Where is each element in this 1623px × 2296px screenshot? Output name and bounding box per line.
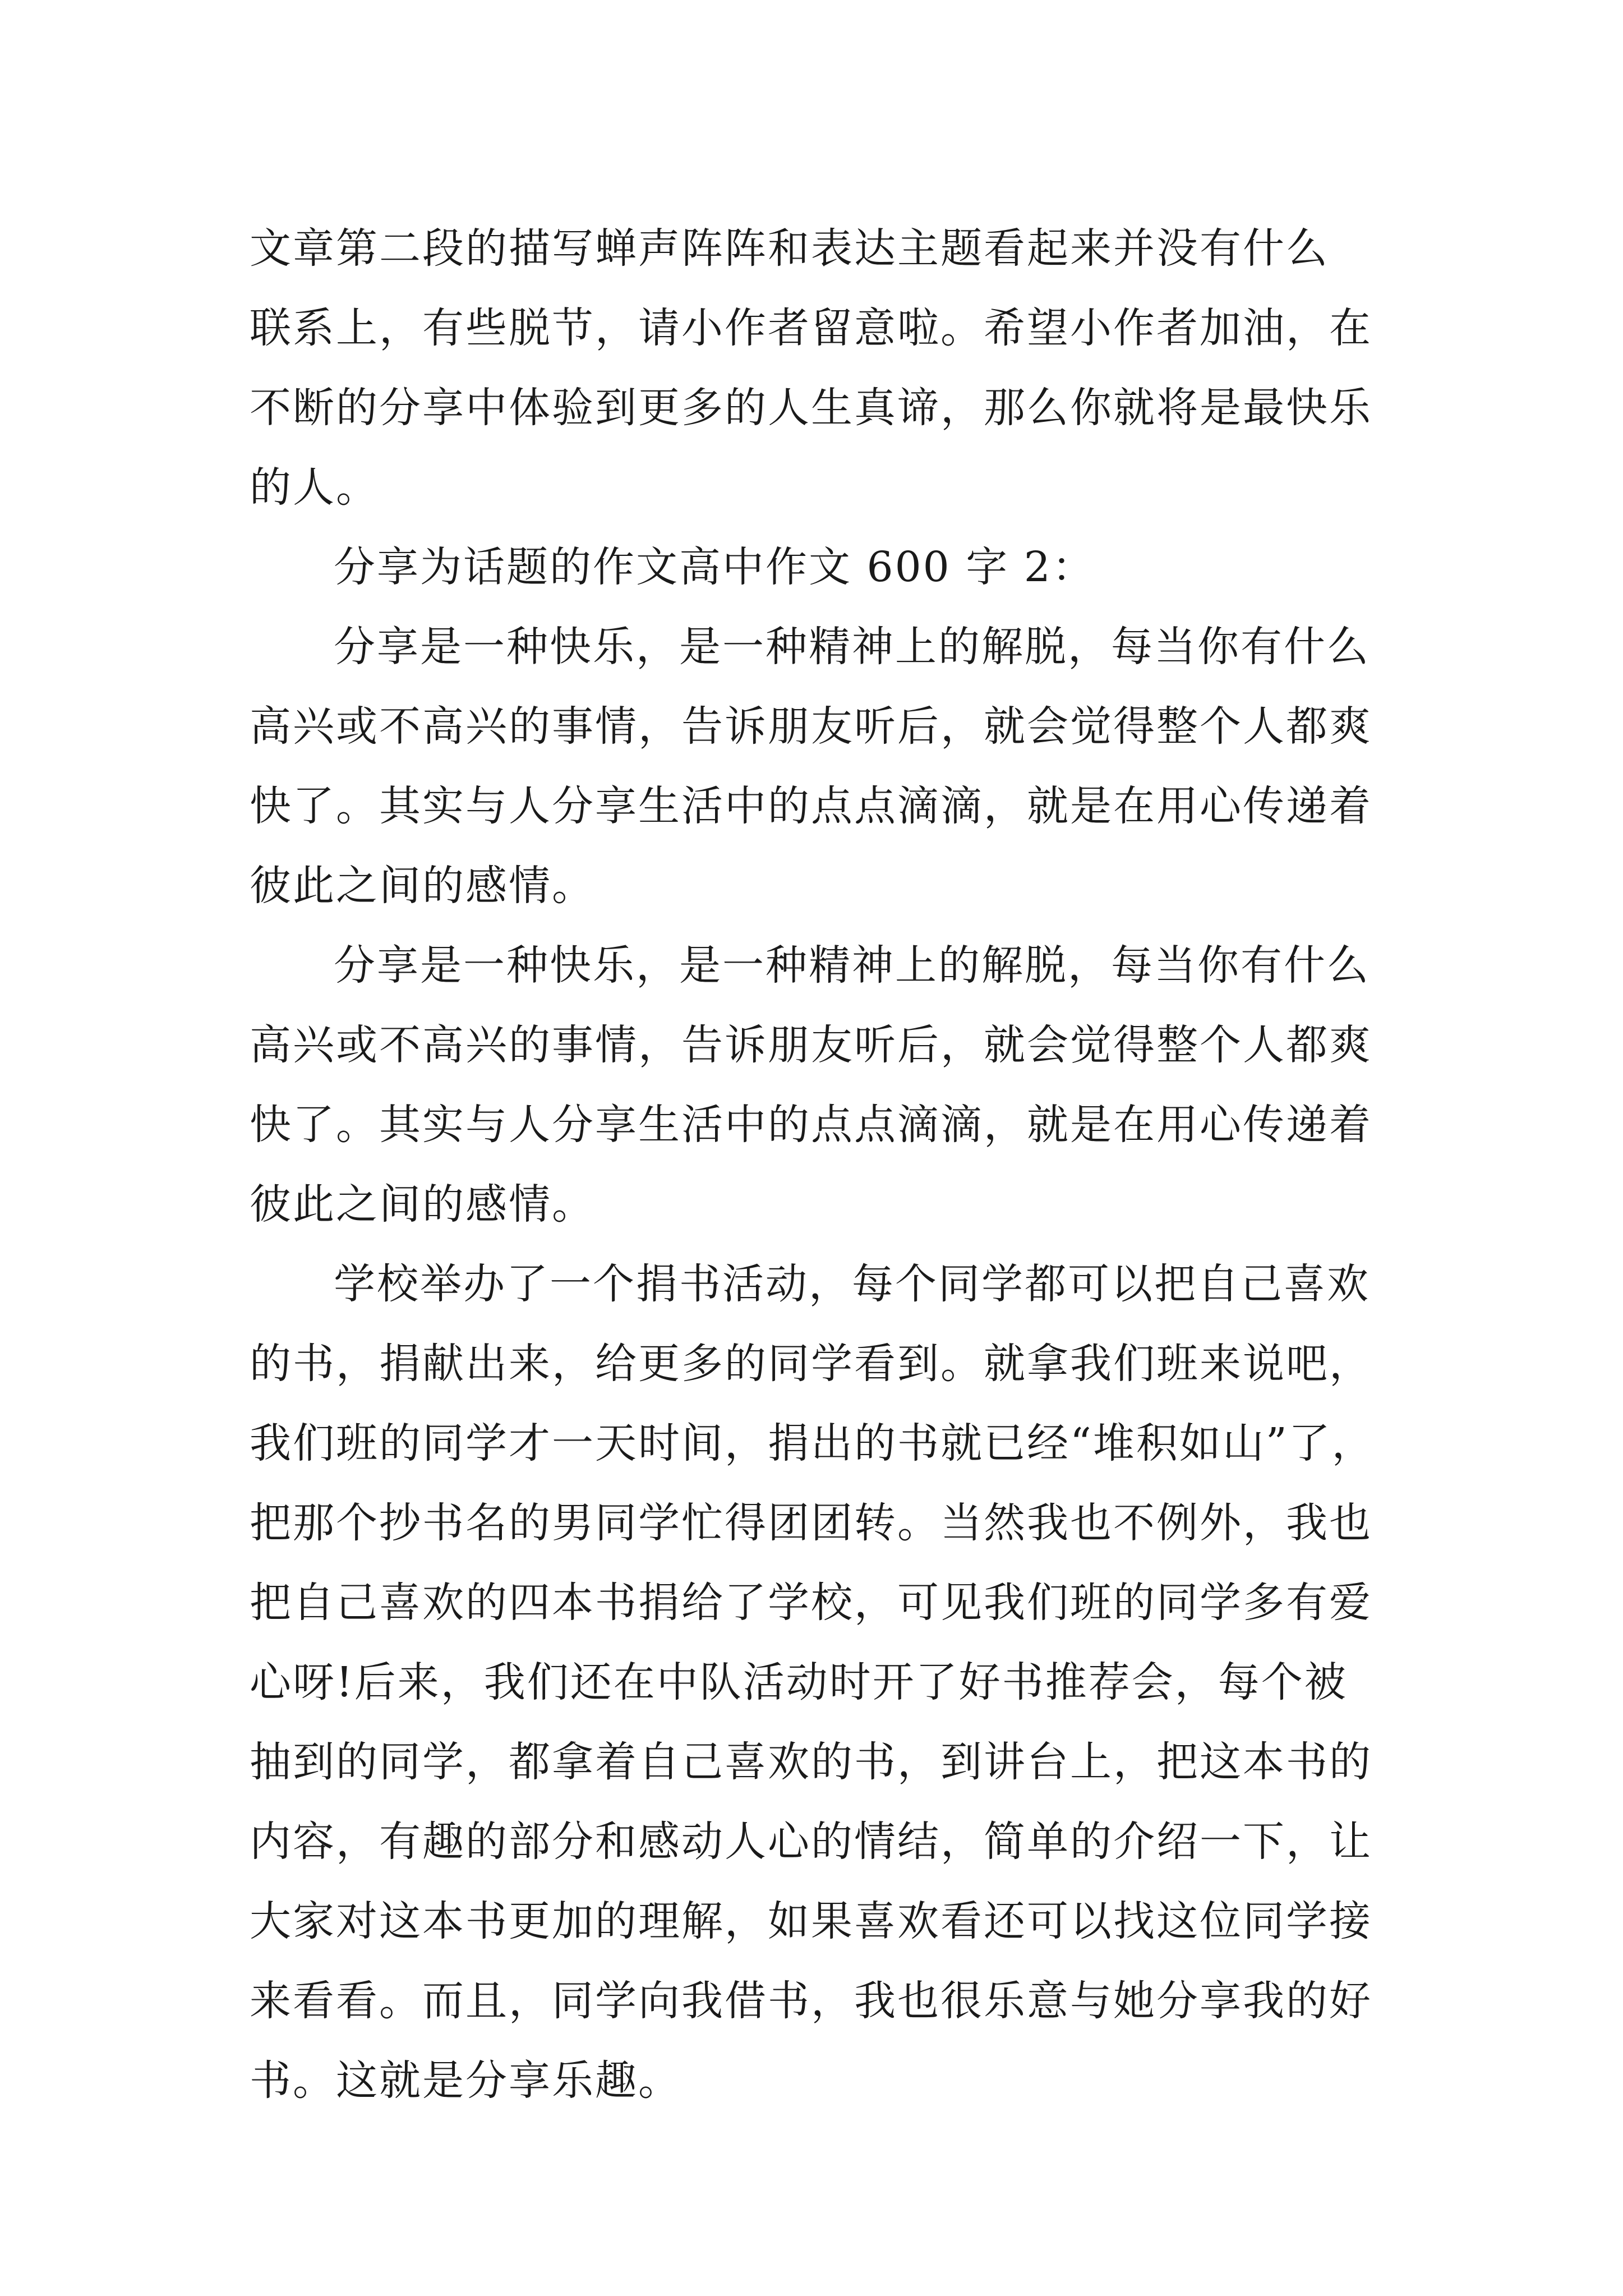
text-line: 高兴或不高兴的事情，告诉朋友听后，就会觉得整个人都爽: [250, 702, 1372, 751]
text-line: 分享为话题的作文高中作文 600 字 2：: [334, 543, 1095, 591]
text-line: 快了。其实与人分享生活中的点点滴滴，就是在用心传递着: [250, 1101, 1372, 1149]
document-body: [250, 209, 1391, 2120]
text-line: 彼此之间的感情。: [250, 862, 595, 910]
text-line: 的人。: [250, 463, 379, 512]
text-line: 文章第二段的描写蝉声阵阵和表达主题看起来并没有什么: [250, 224, 1329, 273]
text-line: 内容，有趣的部分和感动人心的情结，简单的介绍一下，让: [250, 1818, 1372, 1866]
text-line: 学校举办了一个捐书活动，每个同学都可以把自己喜欢: [334, 1260, 1370, 1308]
text-line: 我们班的同学才一天时间，捐出的书就已经“堆积如山”了，: [250, 1419, 1375, 1467]
text-line: 把自己喜欢的四本书捐给了学校，可见我们班的同学多有爱: [250, 1579, 1372, 1627]
text-line: 大家对这本书更加的理解，如果喜欢看还可以找这位同学接: [250, 1897, 1372, 1945]
text-line: 不断的分享中体验到更多的人生真谛，那么你就将是最快乐: [250, 384, 1372, 432]
text-line: 分享是一种快乐，是一种精神上的解脱，每当你有什么: [334, 941, 1370, 990]
text-line: 心呀!后来，我们还在中队活动时开了好书推荐会，每个被: [250, 1658, 1348, 1706]
text-line: 把那个抄书名的男同学忙得团团转。当然我也不例外，我也: [250, 1499, 1372, 1547]
text-line: 联系上，有些脱节，请小作者留意啦。希望小作者加油，在: [250, 304, 1372, 352]
text-line: 高兴或不高兴的事情，告诉朋友听后，就会觉得整个人都爽: [250, 1021, 1372, 1069]
text-line: 分享是一种快乐，是一种精神上的解脱，每当你有什么: [334, 623, 1370, 671]
text-line: 抽到的同学，都拿着自己喜欢的书，到讲台上，把这本书的: [250, 1738, 1372, 1786]
text-line: 来看看。而且，同学向我借书，我也很乐意与她分享我的好: [250, 1977, 1372, 2025]
text-line: 快了。其实与人分享生活中的点点滴滴，就是在用心传递着: [250, 782, 1372, 830]
text-line: 的书，捐献出来，给更多的同学看到。就拿我们班来说吧，: [250, 1340, 1372, 1388]
text-line: 彼此之间的感情。: [250, 1180, 595, 1228]
text-line: 书。这就是分享乐趣。: [250, 2056, 681, 2105]
